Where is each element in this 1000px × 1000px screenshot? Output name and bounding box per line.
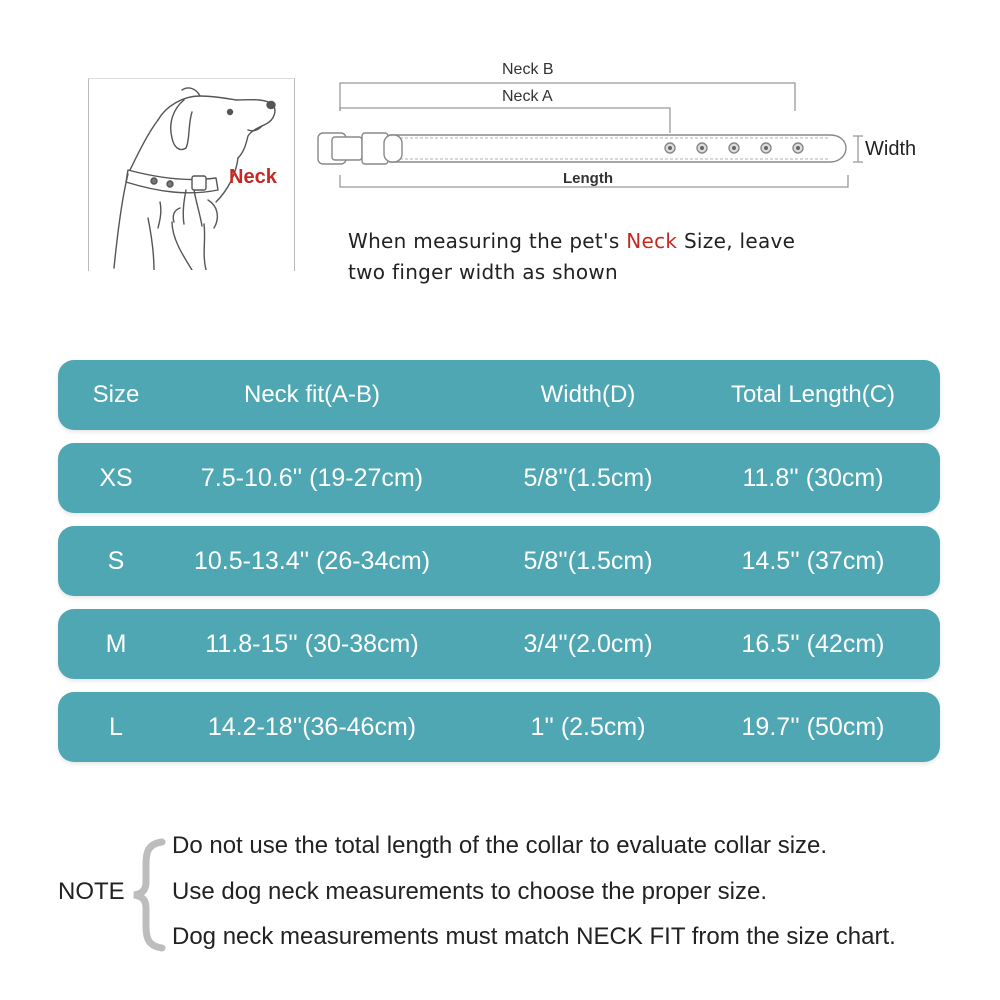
size-table-header bbox=[58, 360, 940, 430]
instruction-highlight: Neck bbox=[626, 229, 678, 253]
header-neck-fit: Neck fit(A-B) bbox=[243, 381, 380, 408]
width-label: Width bbox=[865, 138, 917, 160]
note-line-1: Do not use the total length of the collar to evaluate collar size. bbox=[172, 832, 828, 859]
width-cell: 5/8''(1.5cm) bbox=[523, 463, 653, 492]
measuring-instruction bbox=[348, 226, 908, 288]
total-length-cell: 14.5'' (37cm) bbox=[741, 546, 885, 575]
width-cell: 5/8''(1.5cm) bbox=[523, 546, 653, 575]
neck-fit-cell: 14.2-18''(36-46cm) bbox=[207, 712, 417, 741]
length-label: Length bbox=[563, 170, 613, 187]
size-row-l bbox=[58, 692, 940, 762]
width-cell: 3/4''(2.0cm) bbox=[523, 629, 653, 658]
note-label: NOTE bbox=[58, 878, 125, 905]
note-line-3: Dog neck measurements must match NECK FIT from the size chart. bbox=[172, 923, 896, 950]
total-length-cell: 16.5'' (42cm) bbox=[741, 629, 885, 658]
instruction-text-end: Size, leave bbox=[677, 229, 796, 253]
note-line-2: Use dog neck measurements to choose the proper size. bbox=[172, 878, 767, 905]
curly-brace-icon bbox=[128, 838, 168, 952]
size-row-s bbox=[58, 526, 940, 596]
neck-fit-cell: 10.5-13.4'' (26-34cm) bbox=[193, 546, 431, 575]
header-size: Size bbox=[92, 381, 140, 408]
size-row-xs bbox=[58, 443, 940, 513]
size-row-m bbox=[58, 609, 940, 679]
instruction-line-two: two finger width as shown bbox=[348, 260, 619, 284]
total-length-cell: 11.8'' (30cm) bbox=[742, 463, 884, 492]
neck-fit-cell: 11.8-15'' (30-38cm) bbox=[205, 629, 419, 658]
total-length-cell: 19.7'' (50cm) bbox=[741, 712, 885, 741]
size-cell: S bbox=[107, 546, 125, 575]
size-cell: M bbox=[105, 629, 127, 658]
size-cell: L bbox=[109, 712, 123, 741]
neck-label: Neck bbox=[229, 166, 277, 188]
width-cell: 1'' (2.5cm) bbox=[530, 712, 646, 741]
neck-a-label: Neck A bbox=[502, 88, 553, 105]
size-cell: XS bbox=[99, 463, 133, 492]
header-width: Width(D) bbox=[540, 381, 636, 408]
neck-b-label: Neck B bbox=[502, 61, 554, 78]
neck-fit-cell: 7.5-10.6'' (19-27cm) bbox=[200, 463, 424, 492]
header-total-length: Total Length(C) bbox=[730, 381, 896, 408]
instruction-text-start: When measuring the pet's bbox=[348, 229, 627, 253]
